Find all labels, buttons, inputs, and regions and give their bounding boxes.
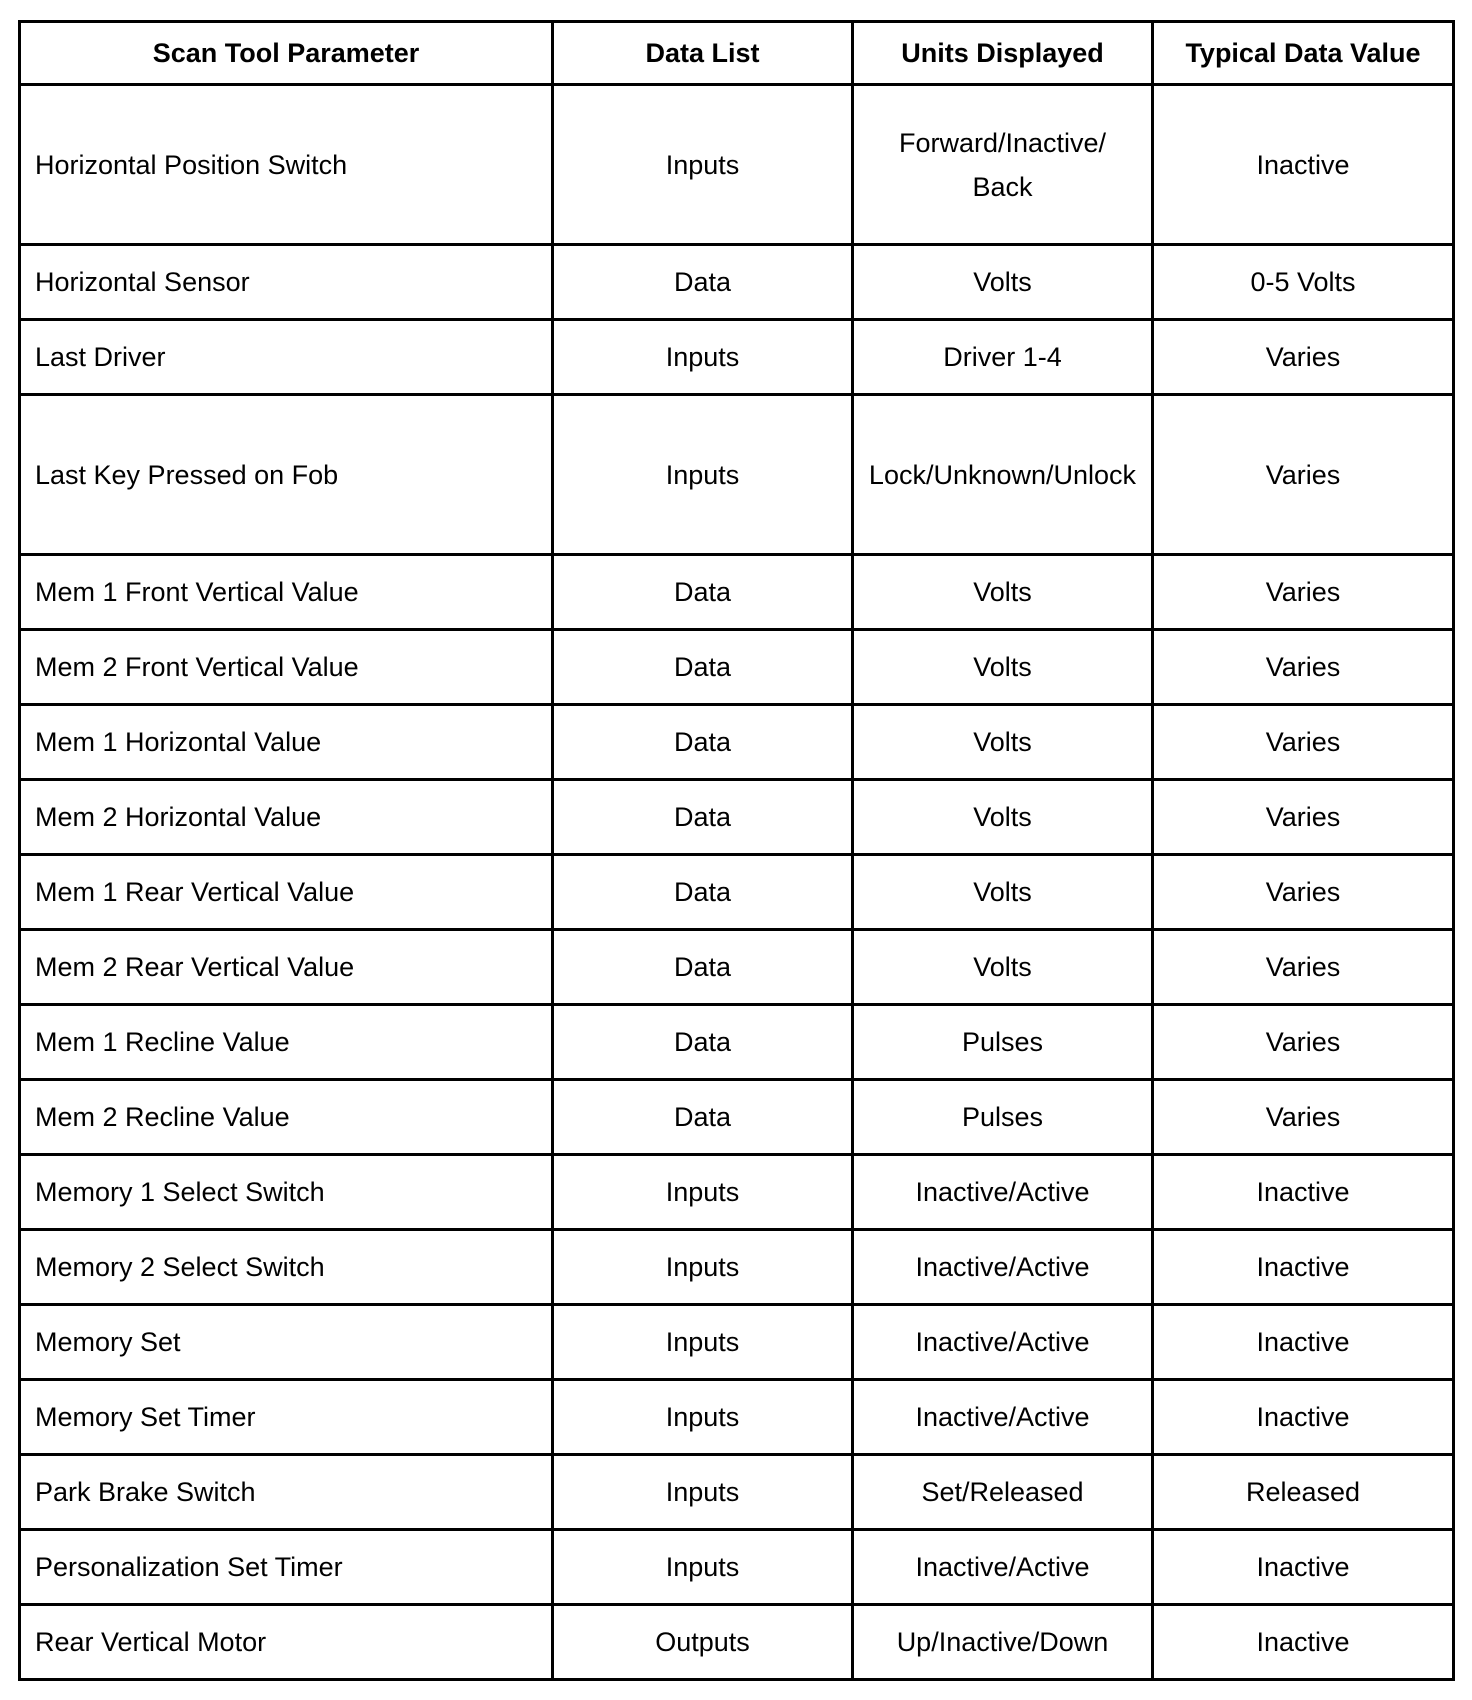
cell-typical-data-value: Varies xyxy=(1153,555,1454,630)
cell-scan-tool-parameter: Mem 1 Front Vertical Value xyxy=(20,555,553,630)
cell-scan-tool-parameter: Mem 2 Horizontal Value xyxy=(20,780,553,855)
cell-typical-data-value: Inactive xyxy=(1153,1530,1454,1605)
table-row xyxy=(20,1530,1454,1605)
cell-data-list: Data xyxy=(553,630,853,705)
cell-scan-tool-parameter: Mem 1 Horizontal Value xyxy=(20,705,553,780)
cell-data-list: Data xyxy=(553,930,853,1005)
cell-data-list: Inputs xyxy=(553,1155,853,1230)
table-row xyxy=(20,85,1454,245)
cell-units-displayed: Lock/Unknown/Unlock xyxy=(853,395,1153,555)
cell-units-displayed: Set/Released xyxy=(853,1455,1153,1530)
cell-scan-tool-parameter: Mem 2 Front Vertical Value xyxy=(20,630,553,705)
cell-typical-data-value: Inactive xyxy=(1153,1605,1454,1680)
cell-scan-tool-parameter: Last Key Pressed on Fob xyxy=(20,395,553,555)
cell-units-displayed: Volts xyxy=(853,630,1153,705)
cell-data-list: Inputs xyxy=(553,1230,853,1305)
cell-data-list: Outputs xyxy=(553,1605,853,1680)
cell-units-displayed: Volts xyxy=(853,930,1153,1005)
header-units-displayed: Units Displayed xyxy=(853,22,1153,85)
table-row xyxy=(20,1080,1454,1155)
cell-typical-data-value: Inactive xyxy=(1153,1380,1454,1455)
table-row xyxy=(20,705,1454,780)
header-scan-tool-parameter: Scan Tool Parameter xyxy=(20,22,553,85)
cell-data-list: Inputs xyxy=(553,1530,853,1605)
cell-data-list: Data xyxy=(553,1005,853,1080)
table-header xyxy=(20,22,1454,85)
table-row xyxy=(20,320,1454,395)
table-row xyxy=(20,1230,1454,1305)
cell-scan-tool-parameter: Mem 2 Recline Value xyxy=(20,1080,553,1155)
cell-units-displayed: Forward/Inactive/ Back xyxy=(853,85,1153,245)
cell-typical-data-value: Varies xyxy=(1153,395,1454,555)
cell-data-list: Data xyxy=(553,705,853,780)
cell-typical-data-value: Inactive xyxy=(1153,85,1454,245)
cell-typical-data-value: Inactive xyxy=(1153,1155,1454,1230)
cell-units-displayed: Volts xyxy=(853,705,1153,780)
cell-units-displayed: Up/Inactive/Down xyxy=(853,1605,1153,1680)
cell-scan-tool-parameter: Memory 1 Select Switch xyxy=(20,1155,553,1230)
cell-typical-data-value: Varies xyxy=(1153,855,1454,930)
cell-units-displayed: Pulses xyxy=(853,1080,1153,1155)
table-row xyxy=(20,630,1454,705)
cell-scan-tool-parameter: Personalization Set Timer xyxy=(20,1530,553,1605)
cell-data-list: Inputs xyxy=(553,85,853,245)
cell-typical-data-value: Varies xyxy=(1153,1080,1454,1155)
cell-units-displayed: Volts xyxy=(853,245,1153,320)
cell-typical-data-value: Varies xyxy=(1153,320,1454,395)
cell-data-list: Inputs xyxy=(553,395,853,555)
cell-typical-data-value: Varies xyxy=(1153,705,1454,780)
cell-typical-data-value: Varies xyxy=(1153,930,1454,1005)
cell-typical-data-value: Varies xyxy=(1153,1005,1454,1080)
cell-scan-tool-parameter: Horizontal Position Switch xyxy=(20,85,553,245)
cell-typical-data-value: Inactive xyxy=(1153,1305,1454,1380)
cell-typical-data-value: 0-5 Volts xyxy=(1153,245,1454,320)
cell-units-displayed: Pulses xyxy=(853,1005,1153,1080)
table-row xyxy=(20,1305,1454,1380)
cell-units-displayed: Driver 1-4 xyxy=(853,320,1153,395)
cell-scan-tool-parameter: Last Driver xyxy=(20,320,553,395)
cell-data-list: Inputs xyxy=(553,320,853,395)
table-row xyxy=(20,1605,1454,1680)
cell-data-list: Data xyxy=(553,780,853,855)
cell-typical-data-value: Varies xyxy=(1153,630,1454,705)
cell-scan-tool-parameter: Rear Vertical Motor xyxy=(20,1605,553,1680)
cell-data-list: Data xyxy=(553,555,853,630)
cell-data-list: Data xyxy=(553,855,853,930)
table-row xyxy=(20,245,1454,320)
cell-data-list: Data xyxy=(553,245,853,320)
table-row xyxy=(20,780,1454,855)
cell-units-displayed: Volts xyxy=(853,855,1153,930)
table-row xyxy=(20,1155,1454,1230)
table-row xyxy=(20,1005,1454,1080)
cell-scan-tool-parameter: Mem 1 Recline Value xyxy=(20,1005,553,1080)
table-row xyxy=(20,555,1454,630)
header-typical-data-value: Typical Data Value xyxy=(1153,22,1454,85)
cell-scan-tool-parameter: Park Brake Switch xyxy=(20,1455,553,1530)
table-row xyxy=(20,930,1454,1005)
cell-units-displayed: Volts xyxy=(853,555,1153,630)
cell-scan-tool-parameter: Memory Set xyxy=(20,1305,553,1380)
table-row xyxy=(20,395,1454,555)
cell-typical-data-value: Inactive xyxy=(1153,1230,1454,1305)
cell-data-list: Inputs xyxy=(553,1455,853,1530)
table-body xyxy=(20,85,1454,1680)
table-row xyxy=(20,855,1454,930)
cell-units-displayed: Inactive/Active xyxy=(853,1530,1153,1605)
cell-scan-tool-parameter: Memory 2 Select Switch xyxy=(20,1230,553,1305)
cell-units-displayed: Inactive/Active xyxy=(853,1380,1153,1455)
table-row xyxy=(20,1455,1454,1530)
header-data-list: Data List xyxy=(553,22,853,85)
cell-units-displayed: Inactive/Active xyxy=(853,1305,1153,1380)
cell-scan-tool-parameter: Memory Set Timer xyxy=(20,1380,553,1455)
cell-scan-tool-parameter: Mem 2 Rear Vertical Value xyxy=(20,930,553,1005)
table-row xyxy=(20,1380,1454,1455)
cell-data-list: Data xyxy=(553,1080,853,1155)
scan-tool-data-table-container xyxy=(18,20,1452,1681)
cell-units-displayed: Inactive/Active xyxy=(853,1155,1153,1230)
cell-data-list: Inputs xyxy=(553,1305,853,1380)
cell-units-displayed: Inactive/Active xyxy=(853,1230,1153,1305)
header-row xyxy=(20,22,1454,85)
cell-typical-data-value: Varies xyxy=(1153,780,1454,855)
cell-scan-tool-parameter: Mem 1 Rear Vertical Value xyxy=(20,855,553,930)
scan-tool-data-table xyxy=(18,20,1455,1681)
cell-units-displayed: Volts xyxy=(853,780,1153,855)
cell-typical-data-value: Released xyxy=(1153,1455,1454,1530)
cell-scan-tool-parameter: Horizontal Sensor xyxy=(20,245,553,320)
cell-data-list: Inputs xyxy=(553,1380,853,1455)
